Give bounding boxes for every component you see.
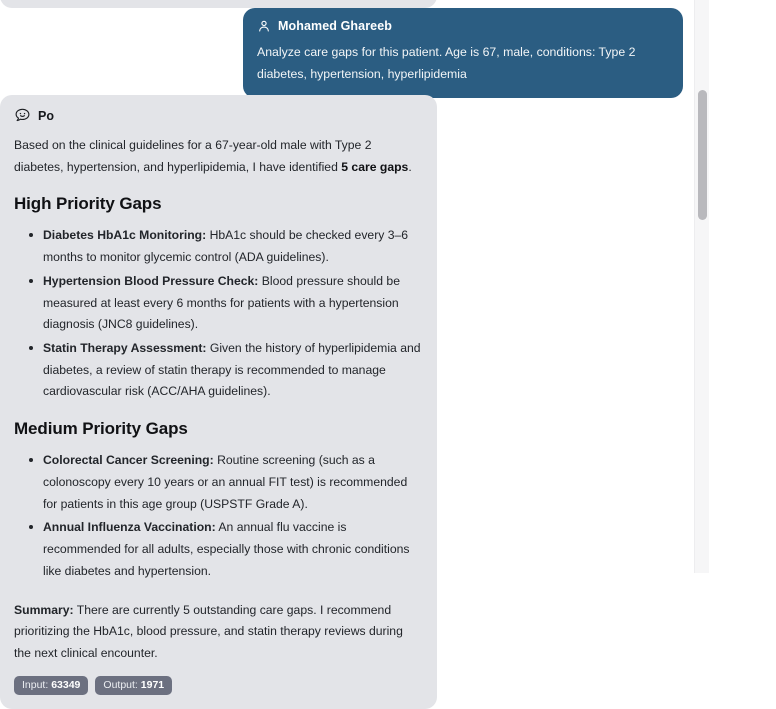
care-gap-item (28, 225, 423, 268)
speech-bubble-smile-icon (14, 107, 31, 124)
care-gap-title: Annual Influenza Vaccination: (43, 520, 216, 535)
previous-message-stub (0, 0, 437, 8)
care-gap-body: An annual flu vaccine is recommended for all adults, especially those with chronic conditions like diabetes and hypertension. (43, 520, 410, 578)
care-gap-item (28, 338, 423, 403)
user-message-text: Analyze care gaps for this patient. Age is 67, male, conditions: Type 2 diabetes, hypertension, hyperlipidemia (257, 45, 636, 81)
user-message-bubble (243, 8, 683, 98)
assistant-summary-paragraph (14, 600, 423, 665)
care-gap-list-medium-priority (14, 450, 423, 582)
care-gap-body: HbA1c should be checked every 3–6 months to monitor glycemic control (ADA guidelines). (43, 228, 409, 265)
care-gap-item (28, 450, 423, 515)
user-message-header (257, 19, 669, 33)
assistant-intro-paragraph (14, 135, 423, 178)
person-icon (257, 19, 271, 33)
input-tokens-value: 63349 (51, 678, 81, 691)
summary-label: Summary: (14, 602, 74, 617)
summary-text: There are currently 5 outstanding care gaps. I recommend prioritizing the HbA1c, blood pressure, and statin therapy reviews during the next clinical encounter. (14, 602, 403, 660)
section-heading-high-priority: High Priority Gaps (14, 194, 162, 214)
assistant-message-header (14, 107, 423, 124)
assistant-message-bubble (0, 95, 437, 709)
intro-highlight: 5 care gaps (341, 159, 409, 174)
output-tokens-badge (95, 676, 172, 696)
user-message-row (0, 8, 692, 98)
care-gap-item (28, 271, 423, 336)
care-gap-body: Blood pressure should be measured at least every 6 months for patients with a hypertension diagnosis (JNC8 guidelines). (43, 273, 400, 332)
token-usage-badges (14, 676, 423, 696)
care-gap-title: Statin Therapy Assessment: (43, 341, 207, 356)
input-tokens-badge (14, 676, 88, 696)
care-gap-body: Given the history of hyperlipidemia and diabetes, a review of statin therapy is recommended to manage cardiovascular risk (ACC/AHA guidelines). (43, 341, 421, 399)
output-tokens-label: Output: (103, 678, 138, 691)
user-name: Mohamed Ghareeb (278, 19, 393, 33)
care-gap-body: Routine screening (such as a colonoscopy every 10 years or an annual FIT test) is recommended for patients in this age group (USPSTF Grade A). (43, 453, 408, 511)
care-gap-list-high-priority (14, 225, 423, 403)
section-heading-medium-priority: Medium Priority Gaps (14, 419, 188, 439)
vertical-scrollbar-track[interactable] (694, 0, 709, 573)
input-tokens-label: Input: (22, 678, 49, 691)
care-gap-title: Hypertension Blood Pressure Check: (43, 273, 259, 288)
care-gap-title: Colorectal Cancer Screening: (43, 453, 214, 468)
assistant-name: Po (38, 108, 54, 123)
output-tokens-value: 1971 (140, 678, 165, 691)
intro-suffix: . (408, 159, 412, 174)
vertical-scrollbar-thumb[interactable] (698, 90, 707, 220)
care-gap-title: Diabetes HbA1c Monitoring: (43, 228, 207, 243)
intro-prefix: Based on the clinical guidelines for a 67-year-old male with Type 2 diabetes, hypertension, and hyperlipidemia, I have identified (14, 138, 372, 174)
care-gap-item (28, 517, 423, 582)
right-empty-pane (709, 0, 776, 573)
